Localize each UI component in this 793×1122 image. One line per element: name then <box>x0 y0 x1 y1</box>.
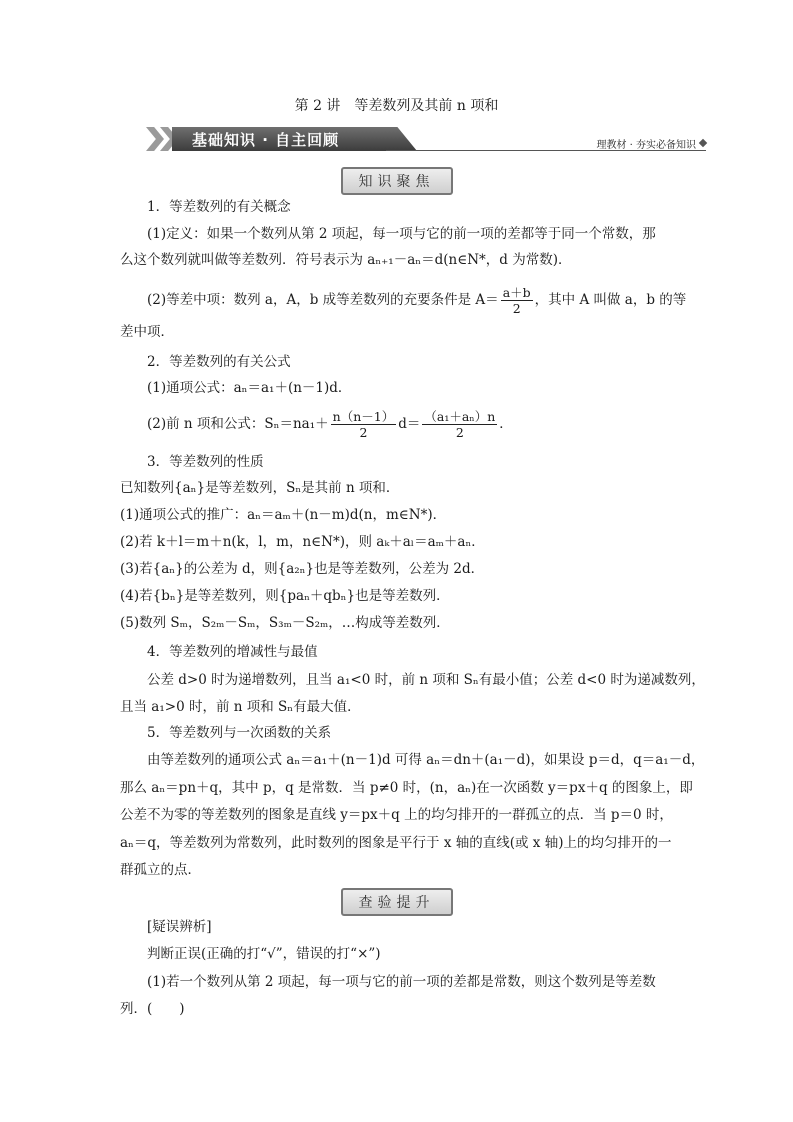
text-line: (1)通项公式：aₙ＝a₁＋(n－1)d． <box>147 380 352 396</box>
fraction <box>501 285 533 316</box>
denominator: 2 <box>455 425 464 440</box>
banner-title: 基础知识 · 自主回顾 <box>192 131 340 149</box>
heading-1: 1．等差数列的有关概念 <box>147 199 291 215</box>
text-line: 判断正误(正确的打“√”，错误的打“×”) <box>147 946 381 962</box>
text-line: 公差 d>0 时为递增数列，且当 a₁<0 时，前 n 项和 Sₙ有最小值；公差 d<0 时为递减数列， <box>147 672 705 688</box>
knowledge-heading <box>0 167 793 195</box>
text-line: (5)数列 Sₘ，S₂ₘ－Sₘ，S₃ₘ－S₂ₘ，…构成等差数列． <box>120 615 450 631</box>
text-line: 由等差数列的通项公式 aₙ＝a₁＋(n－1)d 可得 aₙ＝dn＋(a₁－d)，如果设 p＝d，q＝a₁－d， <box>147 752 705 768</box>
text-line <box>147 285 707 316</box>
text-line: 么这个数列就叫做等差数列．符号表示为 aₙ₊₁－aₙ＝d(n∈N*，d 为常数)． <box>120 252 572 268</box>
knowledge-heading-label: 知识聚焦 <box>341 167 453 195</box>
diamond-icon <box>699 139 707 147</box>
text-line: 已知数列{aₙ}是等差数列，Sₙ是其前 n 项和． <box>120 480 400 496</box>
heading-4: 4．等差数列的增减性与最值 <box>147 644 318 660</box>
check-heading <box>0 888 793 916</box>
text-line: 那么 aₙ＝pn＋q，其中 p，q 是常数．当 p≠0 时，(n，aₙ)在一次函数 y＝px＋q 的图象上，即 <box>120 780 693 796</box>
text-line: (2)若 k＋l＝m＋n(k，l，m，n∈N*)，则 aₖ＋aₗ＝aₘ＋aₙ． <box>120 534 485 550</box>
chevron-icon <box>146 127 164 151</box>
denominator: 2 <box>512 301 521 316</box>
text-span: (2)前 n 项和公式：Sₙ＝na₁＋ <box>147 416 329 432</box>
text-line: 且当 a₁>0 时，前 n 项和 Sₙ有最大值． <box>120 699 361 715</box>
text-line: (1)定义：如果一个数列从第 2 项起，每一项与它的前一项的差都等于同一个常数，那 <box>147 226 656 242</box>
text-span: (2)等差中项：数列 a，A，b 成等差数列的充要条件是 A＝ <box>147 292 499 308</box>
heading-5: 5．等差数列与一次函数的关系 <box>147 725 332 741</box>
text-line <box>147 409 707 440</box>
check-heading-label: 查验提升 <box>341 888 453 916</box>
fraction <box>422 409 497 440</box>
numerator: （a₁＋aₙ）n <box>424 409 496 424</box>
text-line: 差中项． <box>120 324 174 340</box>
numerator: a＋b <box>502 285 531 300</box>
page-title: 第 2 讲 等差数列及其前 n 项和 <box>294 98 499 114</box>
text-line: 列．( ) <box>120 1001 185 1017</box>
text-line: (1)若一个数列从第 2 项起，每一项与它的前一项的差都是常数，则这个数列是等差数 <box>147 974 656 990</box>
numerator: n（n－1） <box>332 409 395 424</box>
text-line: 公差不为零的等差数列的图象是直线 y＝px＋q 上的均匀排开的一群孤立的点．当 p＝0 时， <box>120 807 673 823</box>
text-line: 群孤立的点． <box>120 862 201 878</box>
section-banner <box>146 124 706 154</box>
text-span: ，其中 A 叫做 a，b 的等 <box>534 292 687 308</box>
text-span: d＝ <box>398 416 421 432</box>
text-line: (4)若{bₙ}是等差数列，则{paₙ＋qbₙ}也是等差数列． <box>120 588 450 604</box>
heading-2: 2．等差数列的有关公式 <box>147 354 291 370</box>
text-span: ． <box>499 416 513 432</box>
text-line: (1)通项公式的推广：aₙ＝aₘ＋(n－m)d(n，m∈N*)． <box>120 507 447 523</box>
heading-3: 3．等差数列的性质 <box>147 454 264 470</box>
banner-subtitle: 理教材 · 夯实必备知识 <box>596 140 696 151</box>
text-line: [疑误辨析] <box>147 919 212 935</box>
denominator: 2 <box>359 425 368 440</box>
text-line: (3)若{aₙ}的公差为 d，则{a₂ₙ}也是等差数列，公差为 2d． <box>120 561 485 577</box>
fraction <box>331 409 397 440</box>
text-line: aₙ＝q，等差数列为常数列，此时数列的图象是平行于 x 轴的直线(或 x 轴)上的均匀排开的一 <box>120 835 672 851</box>
